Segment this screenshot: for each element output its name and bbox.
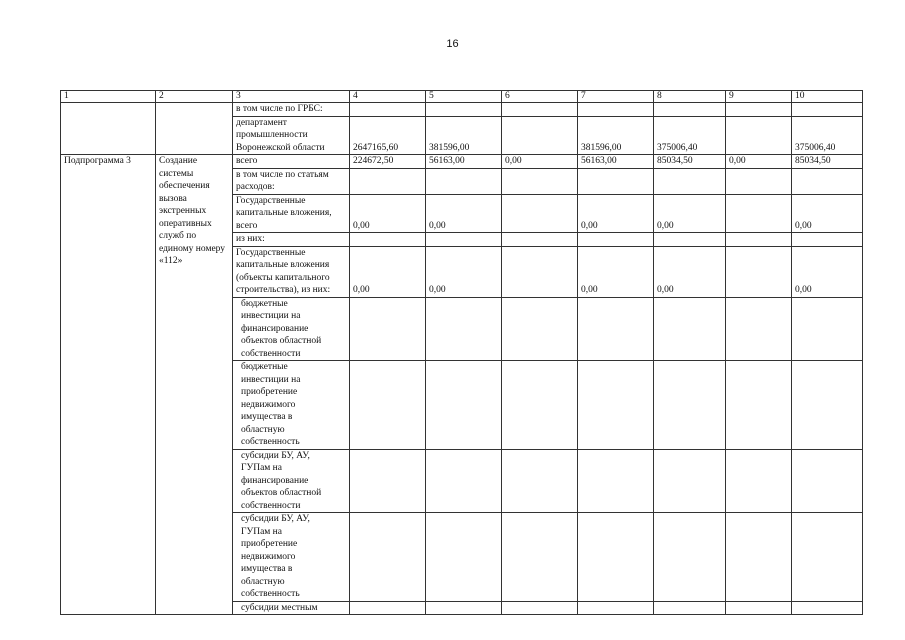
table-row [61, 155, 863, 169]
value-cell: 381596,00 [578, 116, 654, 155]
header-cell: 6 [502, 91, 578, 103]
value-cell [726, 116, 792, 155]
subprogram-name: Подпрограмма 3 [61, 155, 156, 615]
header-cell: 9 [726, 91, 792, 103]
empty-cell [61, 103, 156, 155]
value-cell: 381596,00 [426, 116, 502, 155]
row-label-grbs: в том числе по ГРБС: [233, 103, 350, 117]
value-cell: 375006,40 [792, 116, 863, 155]
row-label-dept: департамент промышленности Воронежской области [233, 116, 350, 155]
value-cell: 0,00 [726, 155, 792, 169]
value-cell: 0,00 [792, 246, 863, 297]
row-label-subs-local: субсидии местным [233, 601, 350, 615]
row-label-subs-fin: субсидии БУ, АУ, ГУПам на финансирование объектов областной собственности [233, 449, 350, 513]
value-cell: 2647165,60 [350, 116, 426, 155]
page-number: 16 [446, 38, 459, 50]
row-label-by-items: в том числе по статьям расходов: [233, 168, 350, 194]
header-cell: 10 [792, 91, 863, 103]
value-cell: 56163,00 [426, 155, 502, 169]
value-cell: 0,00 [350, 194, 426, 233]
value-cell [726, 194, 792, 233]
value-cell: 0,00 [350, 246, 426, 297]
header-cell: 7 [578, 91, 654, 103]
header-cell: 1 [61, 91, 156, 103]
header-cell: 2 [156, 91, 233, 103]
budget-table [60, 90, 863, 615]
header-cell: 3 [233, 91, 350, 103]
header-cell: 4 [350, 91, 426, 103]
header-cell: 8 [654, 91, 726, 103]
value-cell: 0,00 [792, 194, 863, 233]
subprogram-title: Создание системы обеспечения вызова экстренных оперативных служб по единому номеру «112» [156, 155, 233, 615]
row-label-subs-acq: субсидии БУ, АУ, ГУПам на приобретение недвижимого имущества в областную собственность [233, 513, 350, 602]
row-label-total: всего [233, 155, 350, 169]
value-cell: 0,00 [502, 155, 578, 169]
value-cell: 0,00 [654, 246, 726, 297]
value-cell [502, 116, 578, 155]
row-label-gov-cap-obj: Государственные капитальные вложения (объекты капитального строительства), из них: [233, 246, 350, 297]
value-cell [502, 246, 578, 297]
table-row [61, 103, 863, 117]
value-cell: 85034,50 [792, 155, 863, 169]
value-cell: 85034,50 [654, 155, 726, 169]
header-row [61, 91, 863, 103]
row-label-gov-cap: Государственные капитальные вложения, всего [233, 194, 350, 233]
value-cell: 0,00 [426, 194, 502, 233]
row-label-budget-acq: бюджетные инвестиции на приобретение недвижимого имущества в областную собственность [233, 361, 350, 450]
row-label-budget-fin: бюджетные инвестиции на финансирование объектов областной собственности [233, 297, 350, 361]
value-cell: 0,00 [578, 194, 654, 233]
value-cell: 0,00 [654, 194, 726, 233]
header-cell: 5 [426, 91, 502, 103]
row-label-of-them: из них: [233, 233, 350, 247]
value-cell: 56163,00 [578, 155, 654, 169]
empty-cell [156, 103, 233, 155]
value-cell: 224672,50 [350, 155, 426, 169]
value-cell [502, 194, 578, 233]
value-cell: 0,00 [426, 246, 502, 297]
value-cell [726, 246, 792, 297]
value-cell: 0,00 [578, 246, 654, 297]
value-cell: 375006,40 [654, 116, 726, 155]
